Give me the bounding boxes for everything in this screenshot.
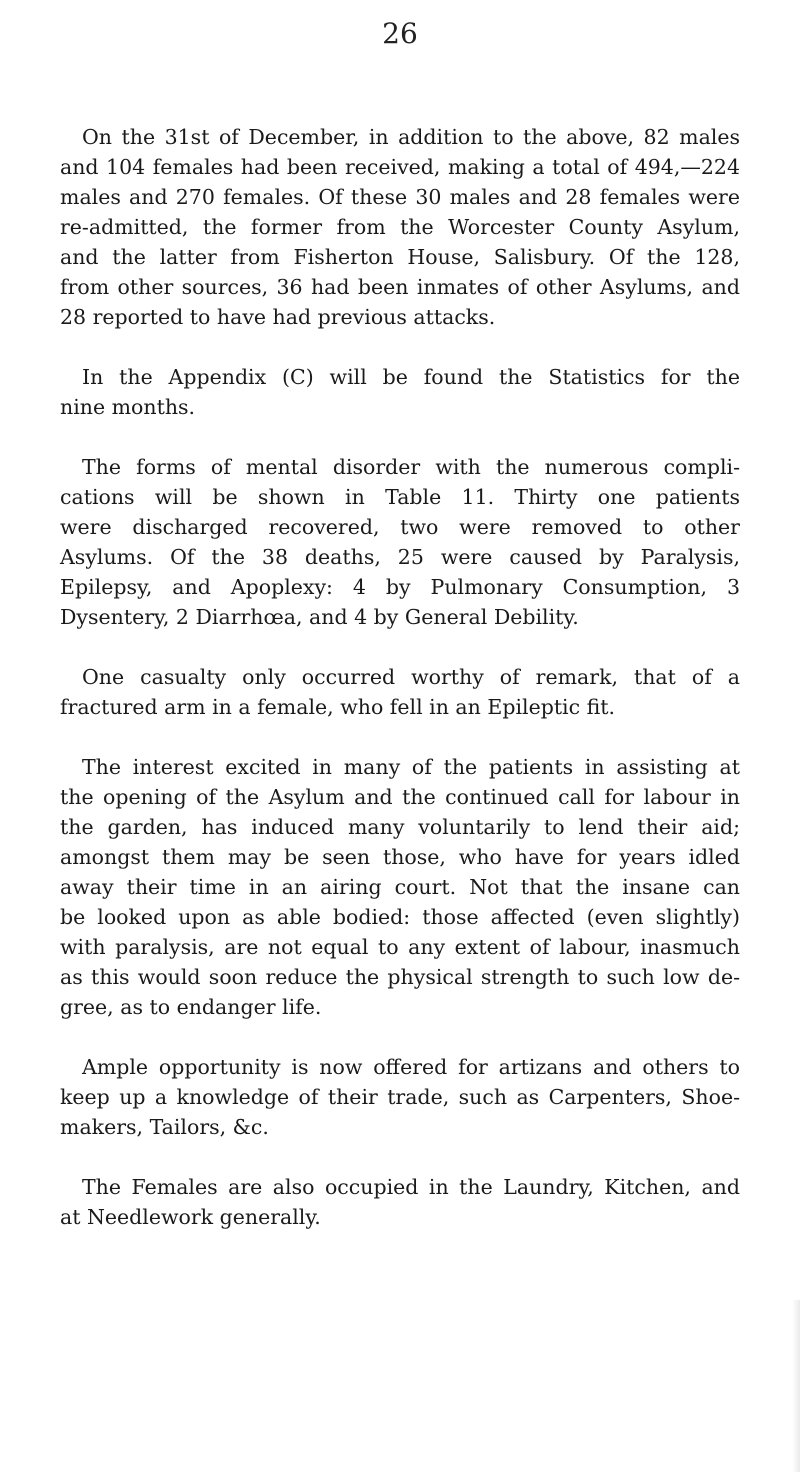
text-line: from other sources, 36 had been inmates of other Asylums, and xyxy=(60,275,740,299)
text-line: at Needlework generally. xyxy=(60,1205,321,1229)
text-line: nine months. xyxy=(60,395,196,419)
text-line: with paralysis, are not equal to any extent of labour, inasmuch xyxy=(60,935,740,959)
page-edge-shadow xyxy=(792,1300,800,1472)
paragraph-appendix xyxy=(60,362,740,422)
text-line: were discharged recovered, two were removed to other xyxy=(60,515,740,539)
text-line: re-admitted, the former from the Worcester County Asylum, xyxy=(60,215,740,239)
text-line: away their time in an airing court. Not that the insane can xyxy=(60,875,740,899)
text-line: Epilepsy, and Apoplexy: 4 by Pulmonary Consumption, 3 xyxy=(60,575,740,599)
text-line: and the latter from Fisherton House, Salisbury. Of the 128, xyxy=(60,245,740,269)
text-line: Dysentery, 2 Diarrhœa, and 4 by General Debility. xyxy=(60,605,579,629)
text-line: 28 reported to have had previous attacks. xyxy=(60,305,496,329)
text-line: The interest excited in many of the patients in assisting at xyxy=(82,755,740,779)
text-line: gree, as to endanger life. xyxy=(60,995,322,1019)
text-line: and 104 females had been received, making a total of 494,—224 xyxy=(60,155,740,179)
text-line: keep up a knowledge of their trade, such as Carpenters, Shoe- xyxy=(60,1085,740,1109)
text-line: On the 31st of December, in addition to the above, 82 males xyxy=(82,125,740,149)
document-body xyxy=(60,122,740,1262)
text-line: as this would soon reduce the physical strength to such low de- xyxy=(60,965,740,989)
text-line: One casualty only occurred worthy of remark, that of a xyxy=(82,665,740,689)
paragraph-females xyxy=(60,1172,740,1232)
text-line: Ample opportunity is now offered for artizans and others to xyxy=(82,1055,740,1079)
text-line: In the Appendix (C) will be found the Statistics for the xyxy=(82,365,740,389)
text-line: cations will be shown in Table 11. Thirty one patients xyxy=(60,485,740,509)
text-line: the garden, has induced many voluntarily to lend their aid; xyxy=(60,815,740,839)
paragraph-casualty xyxy=(60,662,740,722)
page-number: 26 xyxy=(382,17,418,50)
text-line: be looked upon as able bodied: those affected (even slightly) xyxy=(60,905,740,929)
text-line: males and 270 females. Of these 30 males and 28 females were xyxy=(60,185,740,209)
text-line: amongst them may be seen those, who have for years idled xyxy=(60,845,740,869)
paragraph-labour xyxy=(60,752,740,1022)
text-line: the opening of the Asylum and the continued call for labour in xyxy=(60,785,740,809)
paragraph-admissions xyxy=(60,122,740,332)
text-line: Asylums. Of the 38 deaths, 25 were caused by Paralysis, xyxy=(60,545,740,569)
text-line: The Females are also occupied in the Laundry, Kitchen, and xyxy=(82,1175,740,1199)
text-line: The forms of mental disorder with the numerous compli- xyxy=(82,455,740,479)
text-line: makers, Tailors, &c. xyxy=(60,1115,269,1139)
paragraph-mental-disorder xyxy=(60,452,740,632)
paragraph-artizans xyxy=(60,1052,740,1142)
text-line: fractured arm in a female, who fell in an Epileptic fit. xyxy=(60,695,616,719)
